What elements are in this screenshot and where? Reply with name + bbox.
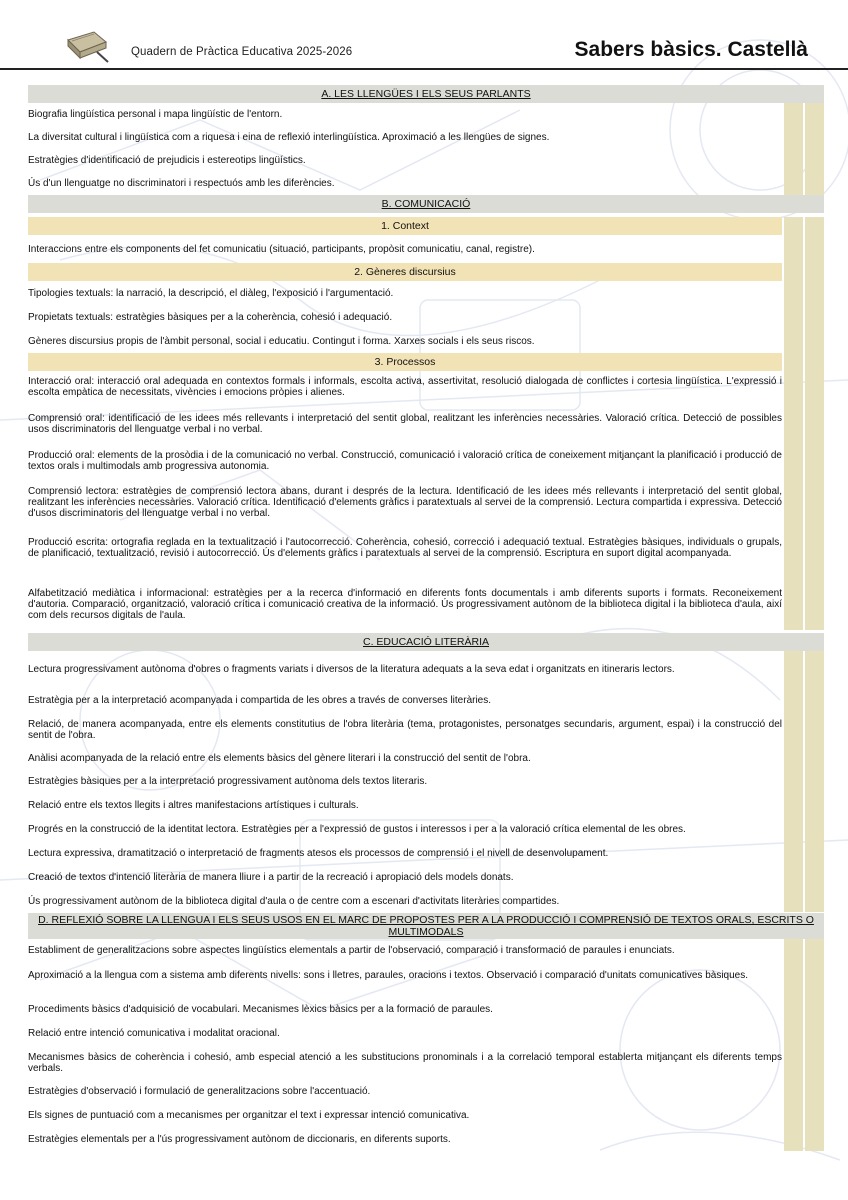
subsection-title: 3. Processos <box>28 353 782 371</box>
subsection-processos <box>28 353 824 371</box>
table-row <box>28 235 824 263</box>
row-cells <box>784 281 824 305</box>
row-text: Comprensió oral: identificació de les idees més rellevants i interpretació del sentit global, realitzant les inferències necessàries. Valoració crítica. Detecció de possibles usos discriminatoris del llenguatge verbal i no verbal. <box>28 413 782 435</box>
subsection-generes <box>28 263 824 281</box>
table-row <box>28 442 824 478</box>
row-text: Lectura expressiva, dramatització o interpretació de fragments atesos els processos de comprensió i el nivell de desenvolupament. <box>28 848 609 859</box>
table-row <box>28 651 824 687</box>
table-row <box>28 817 824 841</box>
page-header <box>0 0 848 70</box>
row-text: Interacció oral: interacció oral adequada en contextos formals i informals, escolta activa, assertivitat, resolució dialogada de conflictes i cortesia lingüística. L'expressió i escolta empàtica de necessitats, vivències i emocions pròpies i alienes. <box>28 376 782 398</box>
section-d-heading: D. REFLEXIÓ SOBRE LA LLENGUA I ELS SEUS USOS EN EL MARC DE PROPOSTES PER A LA PRODUCCIÓ I COMPRENSIÓ DE TEXTOS ORALS, ESCRITS O MULTIMODALS <box>28 913 824 939</box>
table-row <box>28 126 824 149</box>
table-row <box>28 172 824 195</box>
row-text: Els signes de puntuació com a mecanismes per organitzar el text i expressar intenció comunicativa. <box>28 1110 470 1121</box>
row-cells <box>784 1021 824 1045</box>
row-text: Producció oral: elements de la prosòdia i de la comunicació no verbal. Construcció, comunicació i valoració crítica de coneixement mitjançant la planificació i producció de textos orals i multimodals amb progressiva autonomia. <box>28 450 782 472</box>
row-text: Alfabetització mediàtica i informacional: estratègies per a la recerca d'informació en diferents fonts documentals i amb diferents suports i formats. Reconeixement d'autoria. Comparació, organització, valoració crítica i comunicació creativa de la informació. Ús progressivament autònom de la biblioteca digital i la biblioteca d'aula, així com dels recursos digitals de l'aula. <box>28 588 782 621</box>
row-cells <box>784 769 824 793</box>
table-row <box>28 305 824 329</box>
row-text: Procediments bàsics d'adquisició de vocabulari. Mecanismes lèxics bàsics per a la formació de paraules. <box>28 1004 493 1015</box>
row-cells <box>784 305 824 329</box>
book-icon <box>64 28 110 64</box>
row-cells <box>784 528 824 579</box>
table-row <box>28 579 824 630</box>
row-text: Estratègies bàsiques per a la interpretació progressivament autònoma dels textos literaris. <box>28 776 428 787</box>
row-cells <box>784 353 824 371</box>
table-row <box>28 1103 824 1127</box>
row-cells <box>784 235 824 263</box>
row-cells <box>784 745 824 769</box>
row-text: Aproximació a la llengua com a sistema amb diferents nivells: sons i lletres, paraules, oracions i textos. Observació i comparació d'unitats comunicatives bàsiques. <box>28 970 749 981</box>
table-row <box>28 1021 824 1045</box>
subsection-title: 1. Context <box>28 217 782 235</box>
row-cells <box>784 687 824 711</box>
row-text: Mecanismes bàsics de coherència i cohesió, amb especial atenció a les substitucions pronominals i a la correlació temporal establerta mitjançant els diferents temps verbals. <box>28 1052 782 1074</box>
table-row <box>28 103 824 126</box>
row-cells <box>784 793 824 817</box>
row-text: Relació entre intenció comunicativa i modalitat oracional. <box>28 1028 280 1039</box>
table-row <box>28 1079 824 1103</box>
section-a-heading: A. LES LLENGÜES I ELS SEUS PARLANTS <box>28 85 824 103</box>
table-row <box>28 528 824 579</box>
table-row <box>28 793 824 817</box>
row-cells <box>784 963 824 997</box>
row-text: Producció escrita: ortografia reglada en la textualització i l'autocorrecció. Coherència, cohesió, correcció i adequació textual. Estratègies bàsiques, individuals o grupals, de planificació, textualització, revisió i autocorrecció. Ús d'elements gràfics i paratextuals al servei de la comprensió. Escriptura en suport digital acompanyada. <box>28 537 782 559</box>
row-cells <box>784 217 824 235</box>
row-cells <box>784 1079 824 1103</box>
row-cells <box>784 1127 824 1151</box>
row-text: Relació, de manera acompanyada, entre els elements constitutius de l'obra literària (tema, protagonistes, personatges secundaris, argument, espai) i la construcció del sentit de l'obra. <box>28 719 782 741</box>
table-row <box>28 963 824 997</box>
row-text: Comprensió lectora: estratègies de comprensió lectora abans, durant i després de la lectura. Identificació de les idees més rellevants i interpretació del sentit global, realitzant les inferències necessàries. Valoració crítica. Identificació d'elements gràfics i paratextuals al servei de la comprensió. Lectura compartida i expressiva. Detecció d'usos discriminatoris del llenguatge verbal i no verbal. <box>28 486 782 519</box>
row-cells <box>784 841 824 865</box>
table-row <box>28 281 824 305</box>
row-cells <box>784 1103 824 1127</box>
table-row <box>28 745 824 769</box>
row-cells <box>784 149 824 172</box>
row-text: Interaccions entre els components del fet comunicatiu (situació, participants, propòsit comunicatiu, canal, registre). <box>28 244 535 255</box>
table-row <box>28 769 824 793</box>
table-row <box>28 711 824 745</box>
row-cells <box>784 1045 824 1079</box>
table-row <box>28 997 824 1021</box>
row-text: Estratègia per a la interpretació acompanyada i compartida de les obres a través de converses literàries. <box>28 695 492 706</box>
row-cells <box>784 329 824 353</box>
row-cells <box>784 651 824 687</box>
row-text: Ús progressivament autònom de la biblioteca digital d'aula o de centre com a escenari d'activitats literàries compartides. <box>28 896 560 907</box>
row-cells <box>784 263 824 281</box>
row-text: Progrés en la construcció de la identitat lectora. Estratègies per a l'expressió de gustos i interessos i per a la valoració crítica elemental de les obres. <box>28 824 686 835</box>
row-cells <box>784 371 824 405</box>
row-cells <box>784 442 824 478</box>
section-c-heading: C. EDUCACIÓ LITERÀRIA <box>28 633 824 651</box>
table-row <box>28 939 824 963</box>
table-row <box>28 841 824 865</box>
row-cells <box>784 997 824 1021</box>
row-text: Propietats textuals: estratègies bàsiques per a la coherència, cohesió i adequació. <box>28 312 393 323</box>
row-cells <box>784 939 824 963</box>
row-text: Estratègies d'identificació de prejudicis i estereotips lingüístics. <box>28 155 306 166</box>
row-text: La diversitat cultural i lingüística com a riquesa i eina de reflexió interlingüística. Aproximació a les llengües de signes. <box>28 132 550 143</box>
table-row <box>28 687 824 711</box>
page-title: Sabers bàsics. Castellà <box>574 38 808 61</box>
row-cells <box>784 478 824 528</box>
table-row <box>28 371 824 405</box>
row-cells <box>784 817 824 841</box>
row-cells <box>784 126 824 149</box>
row-text: Estratègies elementals per a l'ús progressivament autònom de diccionaris, en diferents suports. <box>28 1134 451 1145</box>
section-b-heading: B. COMUNICACIÓ <box>28 195 824 213</box>
table-row <box>28 149 824 172</box>
subsection-context <box>28 217 824 235</box>
table-row <box>28 478 824 528</box>
row-text: Lectura progressivament autònoma d'obres o fragments variats i diversos de la literatura adequats a la seva edat i organitzats en itineraris lectors. <box>28 664 675 675</box>
row-cells <box>784 405 824 442</box>
row-text: Ús d'un llenguatge no discriminatori i respectuós amb les diferències. <box>28 178 335 189</box>
header-divider <box>0 68 848 70</box>
table-row <box>28 405 824 442</box>
row-cells <box>784 579 824 630</box>
table-row <box>28 1045 824 1079</box>
row-text: Biografia lingüística personal i mapa lingüístic de l'entorn. <box>28 109 283 120</box>
row-text: Anàlisi acompanyada de la relació entre els elements bàsics del gènere literari i la construcció del sentit de l'obra. <box>28 753 531 764</box>
subsection-title: 2. Gèneres discursius <box>28 263 782 281</box>
row-text: Tipologies textuals: la narració, la descripció, el diàleg, l'exposició i l'argumentació. <box>28 288 394 299</box>
table-row <box>28 889 824 912</box>
table-row <box>28 1127 824 1151</box>
row-cells <box>784 865 824 889</box>
row-cells <box>784 889 824 912</box>
row-cells <box>784 103 824 126</box>
row-text: Gèneres discursius propis de l'àmbit personal, social i educatiu. Contingut i forma. Xarxes socials i els seus riscos. <box>28 336 535 347</box>
table-row <box>28 329 824 353</box>
row-text: Establiment de generalitzacions sobre aspectes lingüístics elementals a partir de l'observació, comparació i transformació de paraules i enunciats. <box>28 945 675 956</box>
row-cells <box>784 711 824 745</box>
table-row <box>28 865 824 889</box>
content-table <box>28 85 824 1151</box>
row-text: Relació entre els textos llegits i altres manifestacions artístiques i culturals. <box>28 800 359 811</box>
row-cells <box>784 172 824 195</box>
row-text: Creació de textos d'intenció literària de manera lliure i a partir de la recreació i apropiació dels models donats. <box>28 872 514 883</box>
row-text: Estratègies d'observació i formulació de generalitzacions sobre l'accentuació. <box>28 1086 371 1097</box>
header-subtitle: Quadern de Pràctica Educativa 2025-2026 <box>131 46 353 58</box>
